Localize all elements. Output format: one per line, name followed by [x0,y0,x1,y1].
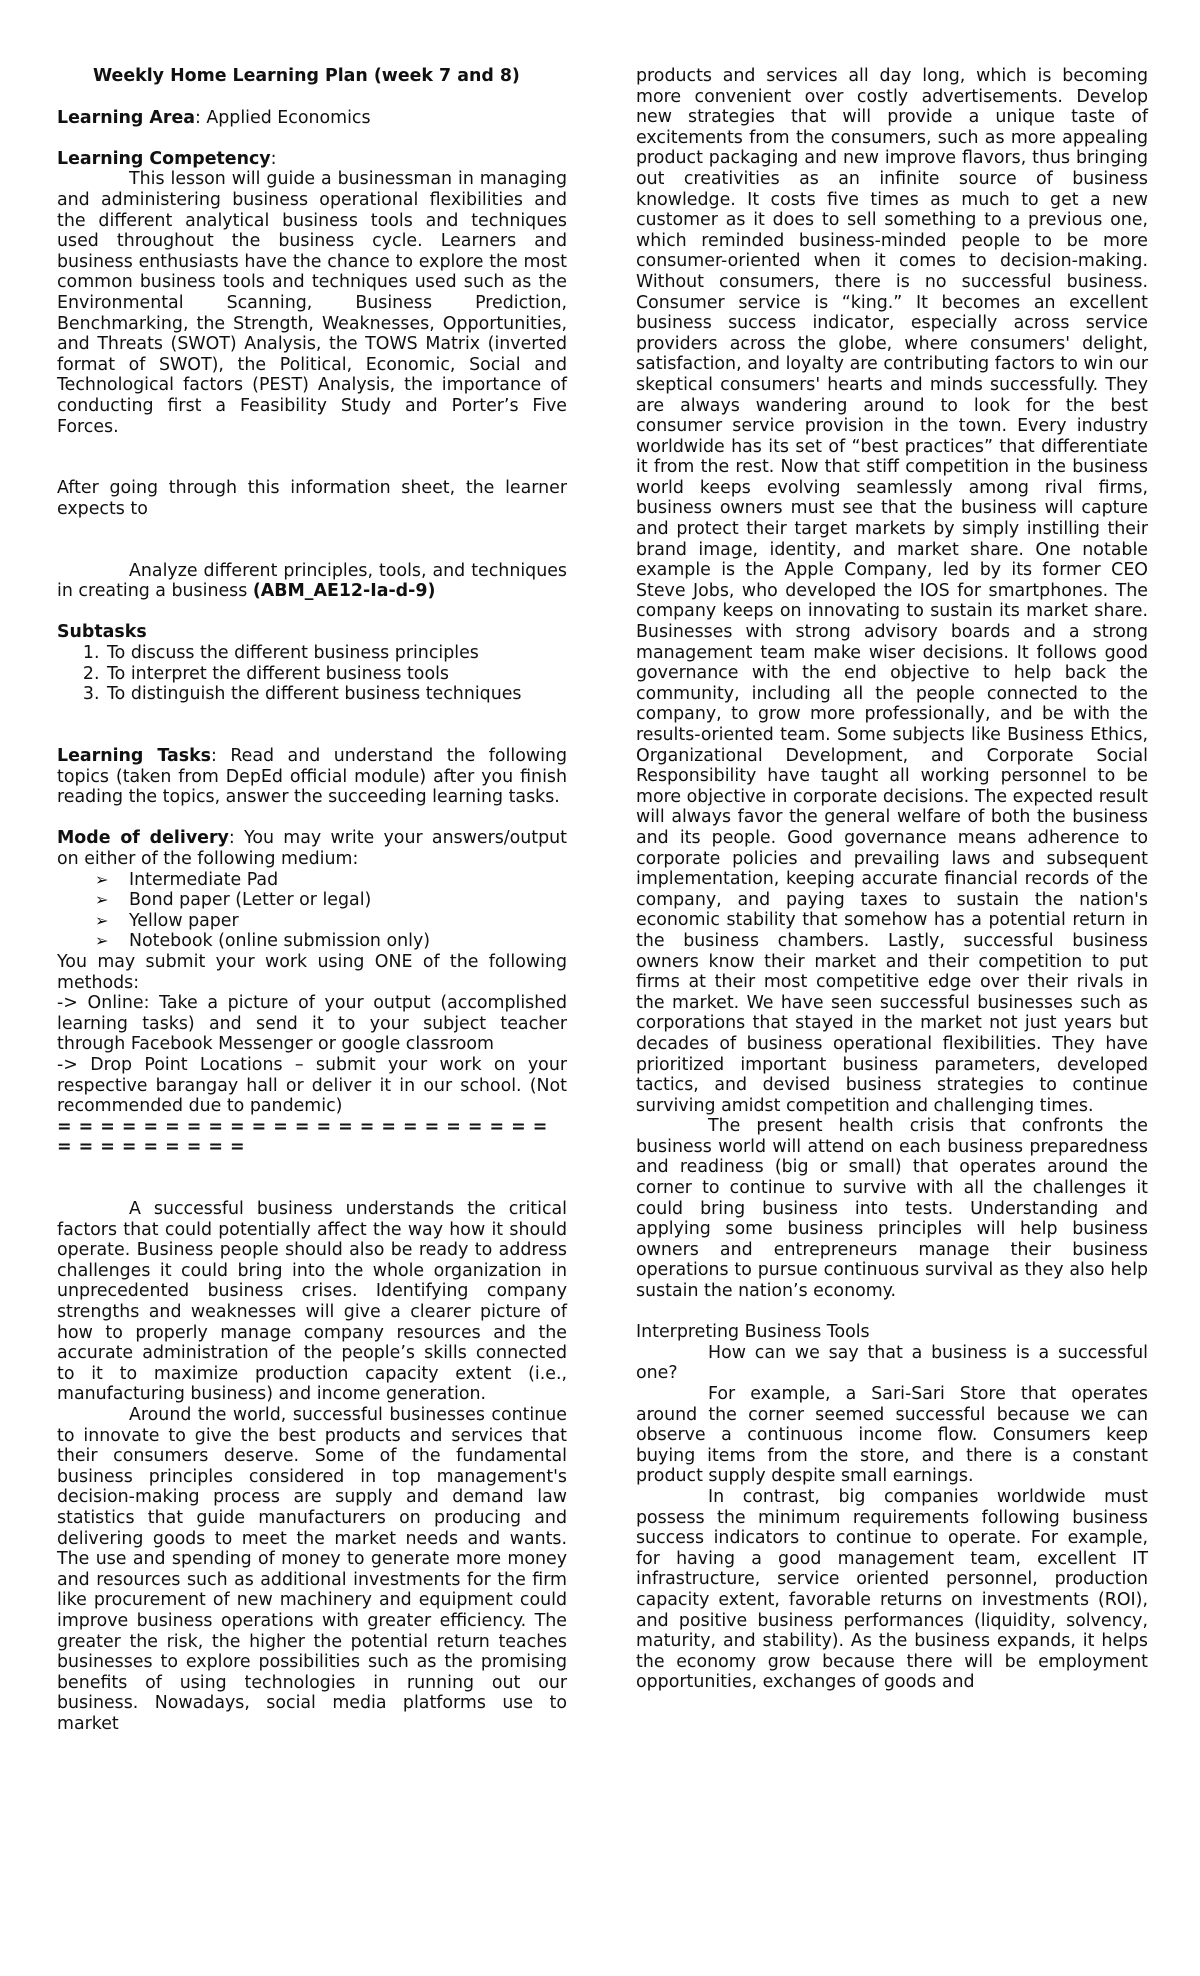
online-method: -> Online: Take a picture of your output (accomplished learning tasks) and send it to your subject teacher through Facebook Messenger or google classroom [57,993,567,1055]
page-title: Weekly Home Learning Plan (week 7 and 8) [93,66,520,86]
expects-paragraph: After going through this information sheet, the learner expects to [57,478,567,519]
mode-of-delivery-text: : You may write your answers/output on either of the following medium: [57,828,568,869]
submit-methods: You may submit your work using ONE of the following methods: [57,951,567,993]
list-item [57,870,567,891]
separator-line: = = = = = = = = = = = = = = = = = = = = = = = = = = = = = = = = [57,1116,548,1158]
media-item-label: Bond paper (Letter or legal) [129,890,372,911]
drop-point-method: -> Drop Point Locations – submit your work on your respective barangay hall or deliver it in our school. (Not recommended due to pandemic) [57,1054,567,1117]
list-item [57,890,567,911]
interpreting-heading: Interpreting Business Tools [636,1322,870,1343]
list-item [57,931,567,952]
list-item: 2. To interpret the different business tools [105,664,567,685]
list-item [57,911,567,932]
subtasks-list [57,643,567,705]
contrast-paragraph: In contrast, big companies worldwide must possess the minimum requirements following business success indicators to continue to operate. For example, for having a good management team, excellent IT infrastructure, service oriented personnel, production capacity extent, favorable returns on investments (ROI), and positive business performances (liquidity, solvency, maturity, and stability). As the business expands, it helps the economy grow because there will be employment opportunities, exchanges of goods and [636,1486,1148,1693]
learning-tasks-label: Learning Tasks [57,746,211,766]
competency-code: (ABM_AE12-Ia-d-9) [252,581,436,602]
competency-colon: : [270,148,277,169]
analyze-paragraph [57,561,567,602]
world-paragraph-left: Around the world, successful businesses continue to innovate to give the best products and services that their consumers deserve. Some of the fundamental business principles considered in top management's decision-making process are supply and demand law statistics that guide manufacturers on producing and delivering goods to meet the market needs and wants. The use and spending of money to generate more money and resources such as additional investments for the firm like procurement of new machinery and equipment could improve business operations with greater efficiency. The greater the risk, the higher the potential return teaches businesses to explore possibilities such as the promising benefits of using technologies in running out our business. Nowadays, social media platforms use to market [57,1405,567,1734]
media-item-label: Notebook (online submission only) [129,931,431,952]
mode-of-delivery [57,828,567,869]
left-column [57,66,567,1735]
arrow-bullet-icon: ➢ [95,869,109,889]
learning-area [57,108,567,129]
learning-tasks-text: : Read and understand the following topics (taken from DepEd official module) after you finish reading the topics, answer the succeeding learning tasks. [57,746,567,808]
media-item-label: Yellow paper [129,910,239,931]
competency-paragraph: This lesson will guide a businessman in managing and administering business operational flexibilities and the different analytical business tools and techniques used throughout the business cycle. Learners and business enthusiasts have the chance to explore the most common business tools and techniques used such as the Environmental Scanning, Business Prediction, Benchmarking, the Strength, Weaknesses, Opportunities, and Threats (SWOT) Analysis, the TOWS Matrix (inverted format of SWOT), the Political, Economic, Social and Technological factors (PEST) Analysis, the importance of conducting first a Feasibility Study and Porter’s Five Forces. [57,169,567,437]
arrow-bullet-icon: ➢ [95,910,109,930]
media-list [57,870,567,952]
media-item-label: Intermediate Pad [129,869,279,890]
arrow-bullet-icon: ➢ [95,890,109,910]
right-column [636,66,1148,1693]
learning-area-value: : Applied Economics [194,107,371,128]
competency-label: Learning Competency [57,148,271,169]
list-item: 1. To discuss the different business principles [105,643,567,664]
crisis-paragraph: The present health crisis that confronts the business world will attend on each business preparedness and readiness (big or small) that operates around the corner to continue to survive with all the challenges it could bring business into tests. Understanding and applying some business principles will help business owners and entrepreneurs manage their business operations to pursue continuous survival as they also help sustain the nation’s economy. [636,1116,1148,1302]
learning-tasks [57,746,567,808]
competency-heading [57,149,567,170]
mode-of-delivery-label: Mode of delivery [57,828,229,849]
example-paragraph: For example, a Sari-Sari Store that operates around the corner seemed successful because we can observe a continuous income flow. Consumers keep buying items from the store, and there is a constant product supply despite small earnings. [636,1384,1148,1487]
list-item: 3. To distinguish the different business techniques [105,684,567,705]
world-paragraph-right: products and services all day long, which is becoming more convenient over costly advertisements. Develop new strategies that will provide a unique taste of excitements from the consumers, such as more appealing product packaging and new improve flavors, thus bringing out creativities as an infinite source of business knowledge. It costs five times as much to get a new customer as it does to sell something to a previous one, which reminded business-minded people to be more consumer-oriented when it comes to decision-making. Without consumers, there is no successful business. Consumer service is “king.” It becomes an excellent business success indicator, especially across service providers across the globe, where consumers' delight, satisfaction, and loyalty are contributing factors to win our skeptical consumers' hearts and minds successfully. They are always wandering around to look for the best consumer service provision in the town. Every industry worldwide has its set of “best practices” that differentiate it from the rest. Now that stiff competition in the business world keeps evolving seamlessly among rival firms, business owners must see that the business will capture and protect their target markets by simply instilling their brand image, identity, and market share. One notable example is the Apple Company, led by its former CEO Steve Jobs, who developed the IOS for smartphones. The company keeps on innovating to sustain its market share. Businesses with strong advisory boards and a strong management team make wiser decisions. It follows good governance with the end objective to help back the community, including all the people connected to the company, to grow more professionally, and be with the results-oriented team. Some subjects like Business Ethics, Organizational Development, and Corporate Social Responsibility have taught all working personnel to be more objective in corporate decisions. The expected result will always favor the general welfare of both the business and its people. Good governance means adherence to corporate policies and prevailing laws and subsequent implementation, keeping accurate financial records of the company, and paying taxes to sustain the nation's economic stability that somehow has a potential return in the business chambers. Lastly, successful business owners know their market and their competition to put firms at their most competitive edge over their rivals in the market. We have seen successful businesses such as corporations that stayed in the market not just years but decades of business operational flexibilities. They have prioritized important business parameters, developed tactics, and devised business strategies to continue surviving amidst competition and challenging times. [636,66,1148,1116]
analyze-text: Analyze different principles, tools, and techniques in creating a business [57,560,567,602]
subtasks-heading: Subtasks [57,622,147,643]
learning-area-label: Learning Area [57,107,195,128]
arrow-bullet-icon: ➢ [95,931,109,951]
success-paragraph: A successful business understands the critical factors that could potentially affect the way how it should operate. Business people should also be ready to address challenges it could bring into the whole organization in unprecedented business crises. Identifying company strengths and weaknesses will give a clearer picture of how to properly manage company resources and the accurate administration of the people’s skills connected to it to maximize production capacity extent (i.e., manufacturing business) and income generation. [57,1199,567,1405]
how-paragraph: How can we say that a business is a successful one? [636,1342,1148,1384]
